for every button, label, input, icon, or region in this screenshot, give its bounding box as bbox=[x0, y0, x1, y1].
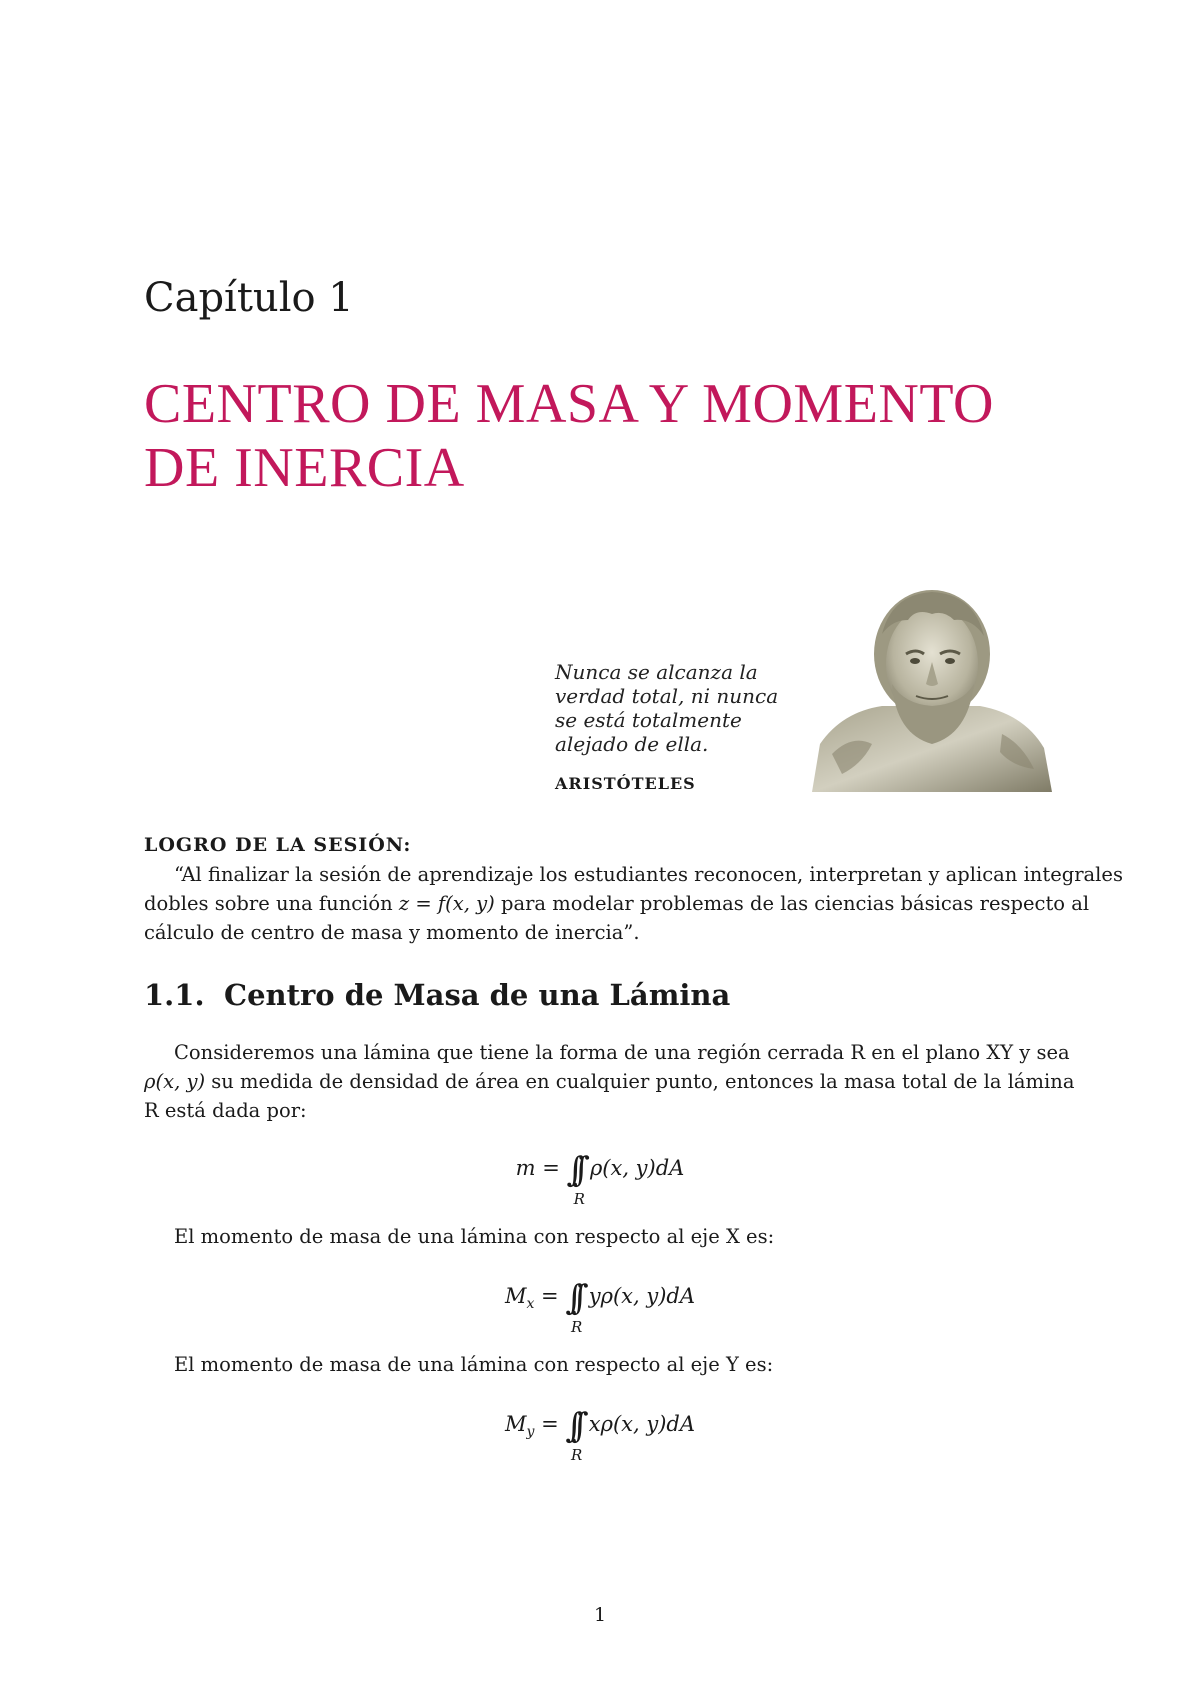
paragraph-1 bbox=[144, 1038, 1075, 1125]
double-integral-symbol: ∫∫ bbox=[565, 1278, 577, 1318]
paragraph-2-text: El momento de masa de una lámina con respecto al eje X es: bbox=[174, 1225, 775, 1248]
quote-line-1: Nunca se alcanza la bbox=[555, 660, 758, 684]
density-expression: ρ(x, y) bbox=[144, 1070, 206, 1093]
integral-region: R bbox=[570, 1318, 583, 1336]
equation-mass-rhs: ρ(x, y)dA bbox=[589, 1156, 685, 1180]
logro-text bbox=[144, 860, 1123, 947]
chapter-title-line-1: CENTRO DE MASA Y MOMENTO bbox=[144, 373, 994, 435]
paragraph-1-line-2 bbox=[144, 1067, 1075, 1096]
paragraph-3-text: El momento de masa de una lámina con respecto al eje Y es: bbox=[174, 1353, 774, 1376]
quote-author: ARISTÓTELES bbox=[555, 774, 696, 793]
epigraph-quote bbox=[555, 660, 795, 756]
quote-line-2: verdad total, ni nunca bbox=[555, 684, 779, 708]
logro-line-2-pre: dobles sobre una función bbox=[144, 892, 399, 915]
quote-line-3: se está totalmente bbox=[555, 708, 742, 732]
double-integral-symbol: ∫∫ bbox=[566, 1150, 578, 1190]
function-expression: z = f(x, y) bbox=[398, 892, 495, 915]
equation-mass-lhs: m = bbox=[515, 1156, 560, 1180]
chapter-title bbox=[144, 372, 1064, 500]
logro-line-2 bbox=[144, 889, 1090, 918]
chapter-title-line-2: DE INERCIA bbox=[144, 437, 465, 499]
quote-line-4: alejado de ella. bbox=[555, 732, 709, 756]
section-title: Centro de Masa de una Lámina bbox=[224, 978, 731, 1012]
equation-mass bbox=[0, 1150, 1200, 1208]
chapter-label: Capítulo 1 bbox=[144, 275, 354, 321]
equation-moment-y-lhs: M bbox=[504, 1412, 527, 1436]
paragraph-1-line-3: R está dada por: bbox=[144, 1099, 307, 1122]
section-number: 1.1. bbox=[144, 978, 205, 1012]
equation-moment-y-subscript: y bbox=[526, 1424, 535, 1441]
paragraph-1-line-1: Consideremos una lámina que tiene la forma de una región cerrada R en el plano XY y sea bbox=[174, 1041, 1070, 1064]
aristotle-bust-image bbox=[812, 584, 1052, 792]
paragraph-1-line-2-post: su medida de densidad de área en cualquier punto, entonces la masa total de la lámina bbox=[205, 1070, 1075, 1093]
logro-heading: LOGRO DE LA SESIÓN: bbox=[144, 834, 412, 856]
equation-moment-x: $M_x$ = ∫∫ yρ(x, y)dA R bbox=[504, 1278, 696, 1336]
integral-region: R bbox=[570, 1446, 583, 1464]
logro-line-3: cálculo de centro de masa y momento de inercia”. bbox=[144, 921, 640, 944]
paragraph-2 bbox=[144, 1222, 1064, 1251]
equation-moment-y: $M_y$ = ∫∫ xρ(x, y)dA R bbox=[504, 1406, 696, 1464]
equation-moment-x-subscript: x bbox=[526, 1296, 535, 1313]
paragraph-3 bbox=[144, 1350, 1064, 1379]
logro-line-2-post: para modelar problemas de las ciencias básicas respecto al bbox=[494, 892, 1090, 915]
integral-region: R bbox=[573, 1190, 585, 1208]
equation-moment-x-rhs: yρ(x, y)dA bbox=[588, 1284, 696, 1308]
equation-moment-x-lhs: M bbox=[504, 1284, 527, 1308]
double-integral-symbol: ∫∫ bbox=[565, 1406, 577, 1446]
logro-line-1: “Al finalizar la sesión de aprendizaje los estudiantes reconocen, interpretan y aplican integrales bbox=[174, 863, 1123, 886]
equation-moment-y-rhs: xρ(x, y)dA bbox=[588, 1412, 696, 1436]
section-heading bbox=[144, 978, 730, 1012]
page-number: 1 bbox=[593, 1604, 607, 1626]
